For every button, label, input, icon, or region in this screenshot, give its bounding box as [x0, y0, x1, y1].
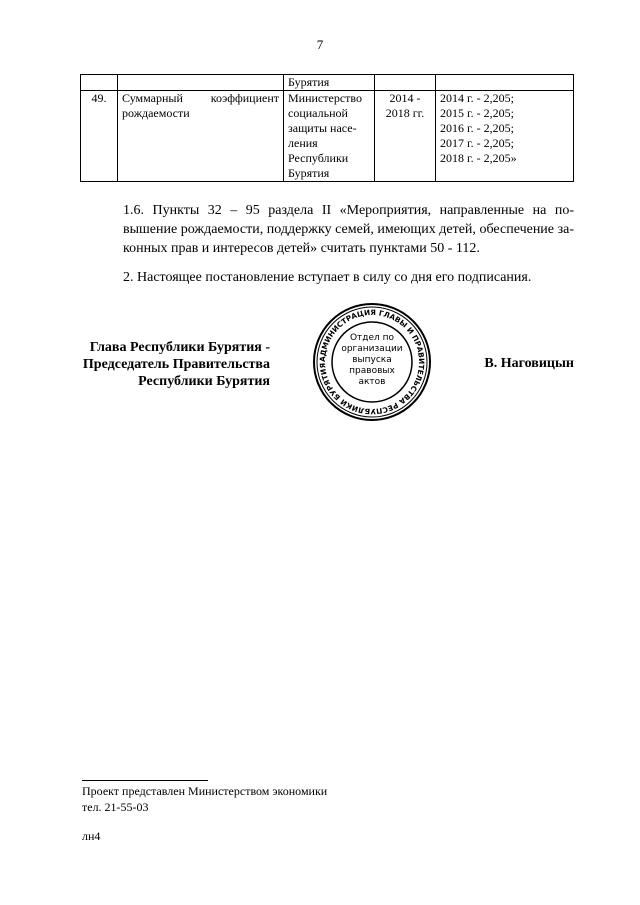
cell-executor — [284, 91, 375, 182]
signatory-name: В. Наговицын — [484, 356, 574, 371]
cell-line: 2014 - — [389, 91, 421, 105]
paragraph-line: вышение рождаемости, поддержку семей, имеющих детей, обеспечение за- — [123, 222, 574, 237]
signatory-position-line: Председатель Правительства — [82, 357, 270, 372]
cell-values — [436, 75, 574, 91]
paragraph-2: 2. Настоящее постановление вступает в силу со дня его подписания. — [123, 270, 532, 285]
stamp-center-line: организации — [341, 344, 403, 354]
cell-line: Бурятия — [288, 166, 330, 180]
cell-line: социальной — [288, 106, 348, 120]
cell-line: Министерство — [288, 91, 362, 105]
measures-table — [80, 74, 574, 182]
stamp-ring-text: АДМИНИСТРАЦИЯ ГЛАВЫ И ПРАВИТЕЛЬСТВА РЕСПУБЛИКИ БУРЯТИЯ — [317, 307, 427, 417]
footnote-divider — [82, 780, 208, 781]
stamp-center-line: Отдел по — [349, 333, 395, 343]
cell-line: Республики — [288, 151, 349, 165]
cell-line: 2018 гг. — [385, 106, 425, 120]
cell-line: 2015 г. - 2,205; — [440, 106, 514, 120]
cell-number — [81, 75, 118, 91]
cell-executor: Бурятия — [284, 75, 375, 91]
footnote-line: Проект представлен Министерством экономики — [82, 784, 328, 798]
footnote-line: тел. 21-55-03 — [82, 800, 149, 814]
paragraph-line: 1.6. Пункты 32 – 95 раздела II «Мероприятия, направленные на по- — [123, 203, 574, 218]
footnote — [82, 783, 327, 815]
cell-period — [375, 91, 436, 182]
table-row — [81, 91, 574, 182]
cell-name — [118, 75, 284, 91]
signatory-position-line: Глава Республики Бурятия - — [89, 340, 270, 355]
page-number: 7 — [316, 37, 324, 52]
cell-line: ления — [288, 136, 318, 150]
official-stamp — [311, 301, 433, 423]
stamp-center-line: выпуска — [352, 355, 392, 365]
stamp-center-line: правовых — [349, 366, 395, 376]
cell-line: 2017 г. - 2,205; — [440, 136, 514, 150]
cell-line: 2016 г. - 2,205; — [440, 121, 514, 135]
cell-period — [375, 75, 436, 91]
signatory-position — [80, 339, 270, 390]
table-row-carry-over — [81, 75, 574, 91]
cell-values — [436, 91, 574, 182]
stamp-center-line: актов — [358, 377, 386, 387]
cell-line: 2014 г. - 2,205; — [440, 91, 514, 105]
document-code: лн4 — [82, 829, 101, 843]
cell-number: 49. — [81, 91, 118, 182]
cell-line: рождаемости — [122, 106, 190, 120]
paragraph-line: конных прав и интересов детей» считать пунктами 50 - 112. — [123, 241, 480, 256]
cell-line: защиты насе- — [288, 121, 357, 135]
cell-line: Суммарный коэффициент — [122, 91, 279, 105]
cell-line: 2018 г. - 2,205» — [440, 151, 517, 165]
signatory-position-line: Республики Бурятия — [138, 374, 270, 389]
cell-name — [118, 91, 284, 182]
paragraph-1-6 — [82, 201, 574, 258]
